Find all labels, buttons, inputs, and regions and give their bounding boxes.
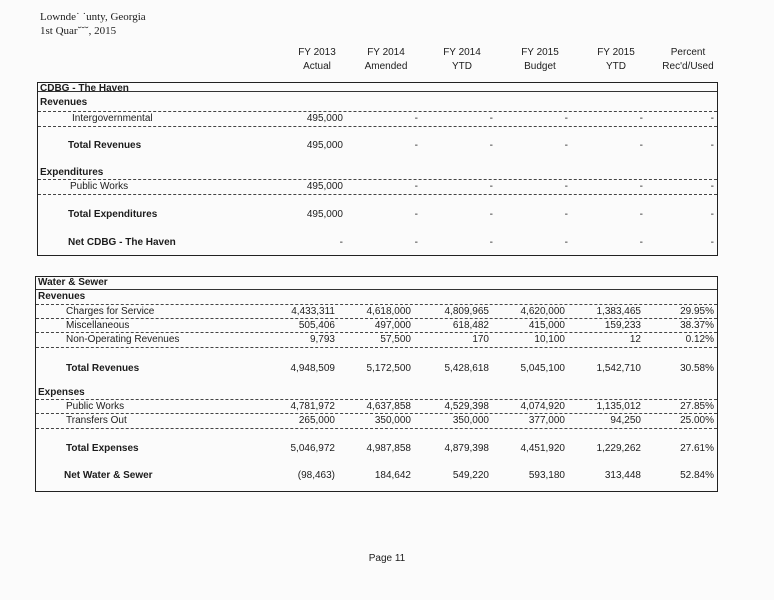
cdbg-title: CDBG - The Haven: [40, 83, 129, 94]
col-header-fy2014-ytd: FY 2014 YTD: [443, 47, 481, 72]
county-title: Lownde˙ ˙unty, Georgia: [40, 11, 146, 23]
report-header: [40, 10, 146, 38]
col-header-fy2014-amended: FY 2014 Amended: [364, 47, 408, 72]
water-expenses-label: Expenses: [38, 387, 85, 398]
water-revenues-label: Revenues: [38, 291, 86, 302]
col-header-fy2015-budget: FY 2015 Budget: [521, 47, 559, 72]
col-header-fy2015-ytd: FY 2015 YTD: [597, 47, 635, 72]
cdbg-expenditures-label: Expenditures: [40, 167, 104, 178]
col-header-fy2013-actual: FY 2013 Actual: [298, 47, 336, 72]
period-title: 1st Quar˘˘˘, 2015: [40, 25, 117, 37]
cdbg-section: CDBG - The Haven Revenues Intergovernmental 495,000 - - - - - Total Revenues 495,000 - - - - - Expenditures Public Works 495,000 - - - - - Total Expenditures 495,000 - - - - - Net CDBG - The Haven - - - - - -: [37, 82, 718, 256]
water-sewer-section: Water & Sewer Revenues Charges for Service 4,433,311 4,618,000 4,809,965 4,620,000 1,383,465 29.95% Miscellaneous 505,406 497,000 618,482 415,000 159,233 38.37% Non-Operating Revenues 9,793 57,500 170 10,100 12 0.12% Total Revenues 4,948,509 5,172,500 5,428,618 5,045,100 1,542,710 30.58% Expenses Public Works 4,781,972 4,637,858 4,529,398 4,074,920 1,135,012 27.85% Transfers Out 265,000 350,000 350,000 377,000 94,250 25.00% Total Expenses 5,046,972 4,987,858 4,879,398 4,451,920 1,229,262 27.61% Net Water & Sewer (98,463) 184,642 549,220 593,180 313,448 52.84%: [35, 276, 718, 492]
cdbg-revenues-label: Revenues: [40, 97, 88, 108]
page-number: Page 11: [368, 553, 406, 564]
col-header-percent: Percent Rec'd/Used: [662, 47, 714, 72]
water-title: Water & Sewer: [38, 277, 108, 288]
